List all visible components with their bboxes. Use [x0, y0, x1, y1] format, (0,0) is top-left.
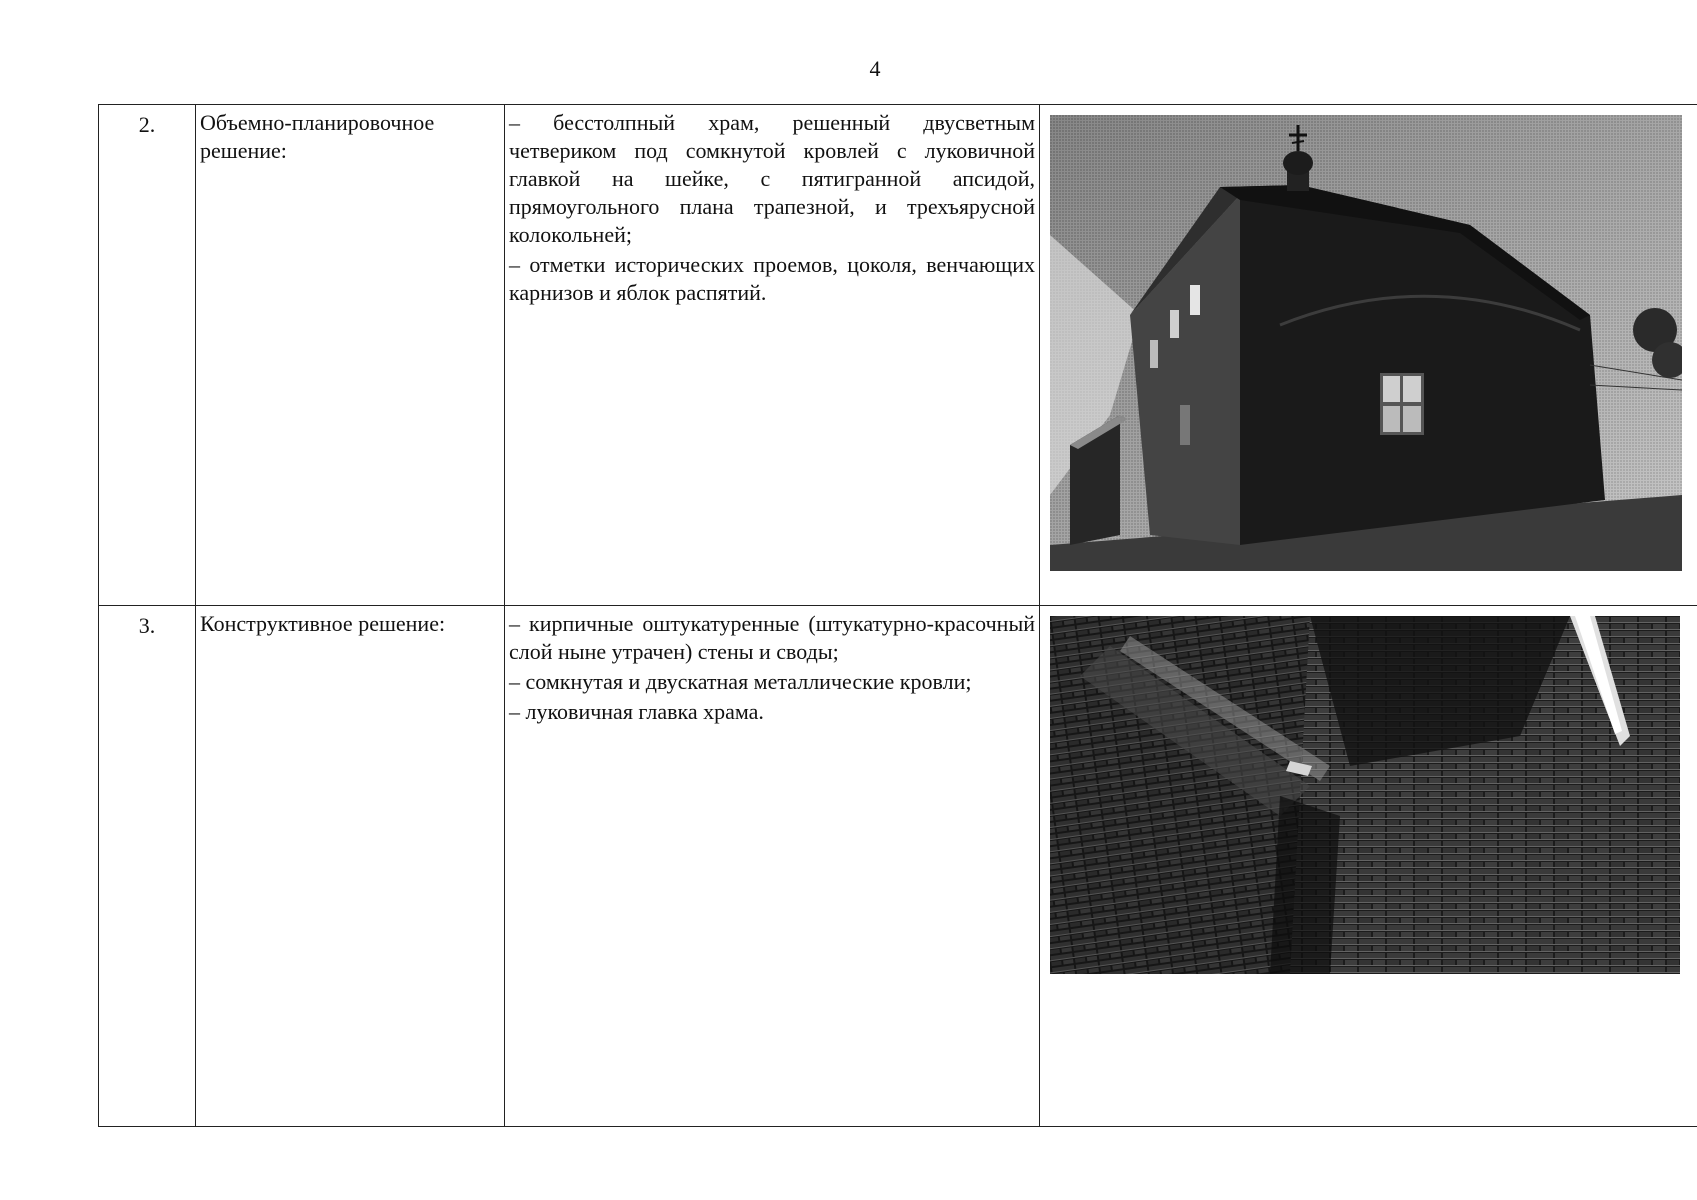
description-item: – отметки исторических проемов, цоколя, венчающих карнизов и яблок распятий.	[509, 252, 1035, 305]
description-item: – сомкнутая и двускатная металлические кровли;	[509, 669, 972, 694]
row-title-cell	[196, 105, 505, 606]
description-item: – кирпичные оштукатуренные (штукатурно-красочный слой ныне утрачен) стены и своды;	[509, 611, 1035, 664]
heritage-table	[98, 104, 1697, 1127]
brick-wall-photo	[1050, 616, 1680, 974]
church-exterior-photo	[1050, 115, 1682, 571]
description-item: – бесстолпный храм, решенный двусветным четвериком под сомкнутой кровлей с луковичной главкой на шейке, с пятигранной апсидой, прямоугольного плана трапезной, и трехъярусной колокольней;	[509, 110, 1035, 247]
row-description-cell	[505, 105, 1040, 606]
table-row	[99, 105, 1697, 606]
row-title: Конструктивное решение:	[200, 611, 446, 636]
row-description-cell	[505, 606, 1040, 1127]
row-number-cell	[99, 105, 196, 606]
row-title-cell	[196, 606, 505, 1127]
row-number: 3.	[138, 613, 156, 638]
page-number: 4	[869, 56, 881, 81]
row-number: 2.	[138, 112, 156, 137]
row-title: Объемно-планировочное решение:	[200, 110, 435, 163]
table-row	[99, 606, 1697, 1127]
photo-cell	[1040, 606, 1697, 1127]
row-number-cell	[99, 606, 196, 1127]
photo-cell	[1040, 105, 1697, 606]
description-item: – луковичная главка храма.	[509, 699, 764, 724]
